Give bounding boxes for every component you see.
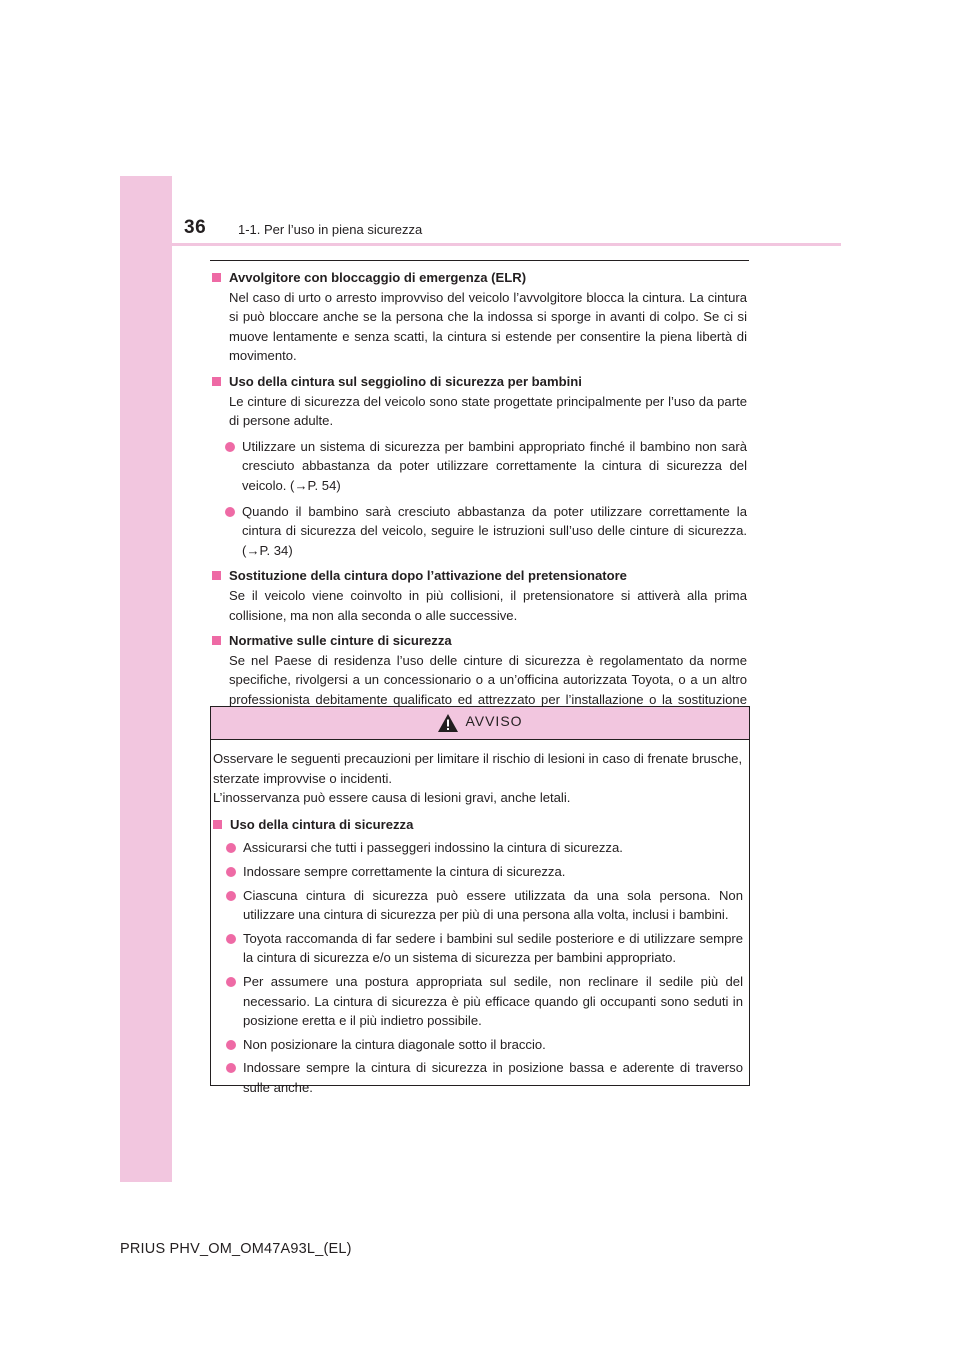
round-bullet-icon bbox=[226, 843, 236, 853]
round-bullet-icon bbox=[226, 867, 236, 877]
list-item: Ciascuna cintura di sicurezza può essere utilizzata da una sola persona. Non utilizzare una cintura di sicurezza per più di una persona alla volta, inclusi i bambini. bbox=[213, 886, 743, 925]
square-bullet-icon bbox=[212, 636, 221, 645]
round-bullet-icon bbox=[226, 1063, 236, 1073]
section-pretensioner bbox=[212, 566, 747, 625]
round-bullet-icon bbox=[226, 977, 236, 987]
round-bullet-icon bbox=[226, 934, 236, 944]
round-bullet-icon bbox=[225, 507, 235, 517]
warning-body bbox=[211, 740, 749, 1098]
section-top-rule bbox=[210, 260, 749, 261]
document-code: PRIUS PHV_OM_OM47A93L_(EL) bbox=[120, 1241, 352, 1257]
round-bullet-icon bbox=[226, 1040, 236, 1050]
round-bullet-icon bbox=[226, 891, 236, 901]
list-item: Assicurarsi che tutti i passeggeri indossino la cintura di sicurezza. bbox=[213, 838, 743, 858]
warning-triangle-icon bbox=[437, 713, 459, 733]
section-elr bbox=[212, 268, 747, 366]
round-bullet-icon bbox=[225, 442, 235, 452]
section-child-seat bbox=[212, 372, 747, 560]
section-title: Avvolgitore con bloccaggio di emergenza (ELR) bbox=[212, 268, 747, 288]
warning-box bbox=[210, 706, 750, 1095]
section-text: Se nel Paese di residenza l’uso delle cinture di sicurezza è regolamentato da norme specifiche, rivolgersi a un concessionario o a un’officina autorizzata Toyota, o a un altro professionista debitamente qualificato ed attrezzato per l’installazione o la sostituzione bbox=[229, 652, 747, 707]
section-title: Sostituzione della cintura dopo l’attivazione del pretensionatore bbox=[212, 566, 747, 586]
list-item: Indossare sempre correttamente la cintura di sicurezza. bbox=[213, 862, 743, 882]
list-item: Per assumere una postura appropriata sul sedile, non reclinare il sedile più del necessario. La cintura di sicurezza è più efficace quando gli occupanti sono seduti in posizione eretta e il più indietro possibile. bbox=[213, 972, 743, 1031]
section-text: Nel caso di urto o arresto improvviso del veicolo l’avvolgitore blocca la cintura. La cintura si può bloccare anche se la persona che la indossa si sporge in avanti di colpo. Se ci si muove lentamente e senza scatti, la cintura si estende per consentire la piena libertà di movimento. bbox=[229, 289, 747, 364]
warning-intro: Osservare le seguenti precauzioni per limitare il rischio di lesioni in caso di frenate brusche, sterzate improvvise o incidenti. bbox=[213, 751, 743, 786]
section-text: Se il veicolo viene coinvolto in più collisioni, il pretensionatore si attiverà alla prima collisione, ma non alla seconda o alle successive. bbox=[229, 587, 747, 623]
section-title: Uso della cintura sul seggiolino di sicurezza per bambini bbox=[212, 372, 747, 392]
running-head: 1-1. Per l’uso in piena sicurezza bbox=[238, 222, 423, 237]
square-bullet-icon bbox=[213, 820, 222, 829]
warning-intro-consequence: L’inosservanza può essere causa di lesioni gravi, anche letali. bbox=[213, 790, 571, 806]
section-text: Le cinture di sicurezza del veicolo sono state progettate principalmente per l’uso da parte di persone adulte. bbox=[229, 393, 747, 429]
list-item: Utilizzare un sistema di sicurezza per bambini appropriato finché il bambino non sarà cresciuto abbastanza da poter utilizzare correttamente la cintura di sicurezza del veicolo. (→P. 54) bbox=[212, 437, 747, 496]
warning-header bbox=[211, 707, 749, 740]
square-bullet-icon bbox=[212, 571, 221, 580]
chapter-side-band bbox=[120, 176, 172, 1182]
main-content bbox=[212, 268, 747, 735]
list-item: Indossare sempre la cintura di sicurezza in posizione bassa e aderente di traverso sulle anche. bbox=[213, 1058, 743, 1097]
list-item: Toyota raccomanda di far sedere i bambini sul sedile posteriore e di utilizzare sempre la cintura di sicurezza e/o un sistema di sicurezza per bambini appropriato. bbox=[213, 929, 743, 968]
square-bullet-icon bbox=[212, 273, 221, 282]
section-title: Normative sulle cinture di sicurezza bbox=[212, 631, 747, 651]
list-item: Quando il bambino sarà cresciuto abbastanza da poter utilizzare correttamente la cintura di sicurezza del veicolo, seguire le istruzioni sull’uso delle cinture di sicurezza. (→P. 34) bbox=[212, 502, 747, 561]
square-bullet-icon bbox=[212, 377, 221, 386]
list-item: Non posizionare la cintura diagonale sotto il braccio. bbox=[213, 1035, 743, 1055]
page-number: 36 bbox=[184, 217, 207, 238]
warning-subtitle: Uso della cintura di sicurezza bbox=[213, 815, 743, 835]
header-divider bbox=[120, 243, 841, 246]
warning-title: AVVISO bbox=[465, 713, 523, 729]
